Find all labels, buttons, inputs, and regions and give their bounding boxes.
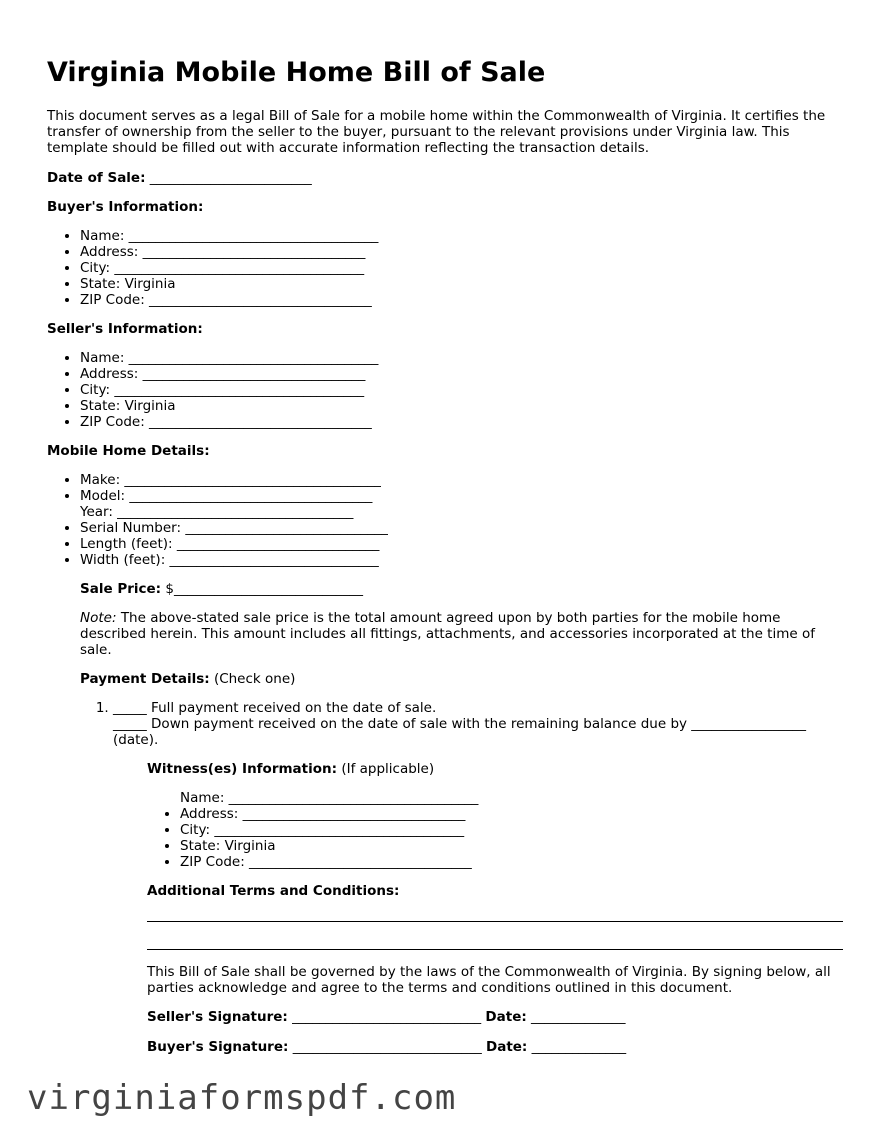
document: [47, 56, 847, 1055]
closing-paragraph: This Bill of Sale shall be governed by the laws of the Commonwealth of Virginia. By signing below, all parties acknowledge and agree to the terms and conditions outlined in this document.: [147, 964, 831, 996]
terms-heading: Additional Terms and Conditions:: [147, 883, 400, 899]
buyer-signature-line: [147, 1039, 847, 1055]
seller-zip: • ZIP Code: _________________________________: [80, 414, 847, 430]
witness-city: • City: _____________________________________: [180, 822, 847, 838]
payment-label: Payment Details:: [80, 671, 210, 687]
date-of-sale: [47, 170, 847, 186]
buyer-address: • Address: _________________________________: [80, 244, 847, 260]
document-title: Virginia Mobile Home Bill of Sale: [47, 57, 546, 88]
seller-date-label: Date:: [485, 1009, 527, 1025]
witness-zip: • ZIP Code: _________________________________: [180, 854, 847, 870]
mobile-home-model: [80, 488, 847, 520]
seller-signature-label: Seller's Signature:: [147, 1009, 288, 1025]
mobile-home-year: Year: ___________________________________: [80, 504, 354, 520]
terms-line-1: [147, 920, 843, 922]
mobile-home-heading: Mobile Home Details:: [47, 443, 210, 459]
buyer-signature-blank: ____________________________: [292, 1039, 482, 1055]
witness-address: • Address: _________________________________: [180, 806, 847, 822]
witness-list: [147, 790, 847, 870]
payment-option-item: [113, 700, 847, 748]
seller-date-blank: ______________: [531, 1009, 626, 1025]
witness-heading: [147, 761, 847, 777]
note-text: The above-stated sale price is the total amount agreed upon by both parties for the mobile home described herein. This amount includes all fittings, attachments, and accessories incorporated at the time of sale.: [80, 610, 815, 658]
note-paragraph: [80, 610, 847, 658]
buyer-name: • Name: _____________________________________: [80, 228, 847, 244]
mobile-home-serial: • Serial Number: ______________________________: [80, 520, 847, 536]
buyer-heading: Buyer's Information:: [47, 199, 204, 215]
seller-signature-line: [147, 1009, 847, 1025]
intro-paragraph: This document serves as a legal Bill of Sale for a mobile home within the Commonwealth of Virginia. It certifies the transfer of ownership from the seller to the buyer, pursuant to the relevant provisions under Virginia law. This template should be filled out with accurate information reflecting the transaction details.: [47, 108, 826, 156]
sale-section: [80, 581, 847, 687]
mobile-home-width: • Width (feet): _______________________________: [80, 552, 847, 568]
seller-heading: Seller's Information:: [47, 321, 203, 337]
seller-name: • Name: _____________________________________: [80, 350, 847, 366]
seller-signature-blank: ____________________________: [292, 1009, 482, 1025]
witness-hint: (If applicable): [341, 761, 435, 777]
mobile-home-make: • Make: ______________________________________: [80, 472, 847, 488]
witness-section: [147, 761, 847, 1055]
payment-option-full: _____ Full payment received on the date of sale.: [113, 700, 437, 716]
sale-price: [80, 581, 847, 597]
payment-hint: (Check one): [213, 671, 296, 687]
buyer-date-label: Date:: [486, 1039, 528, 1055]
mobile-home-model-text: Model: ____________________________________: [80, 488, 373, 504]
seller-address: • Address: _________________________________: [80, 366, 847, 382]
sale-price-value: $____________________________: [165, 581, 363, 597]
mobile-home-list: [47, 472, 847, 568]
witness-state: • State: Virginia: [180, 838, 847, 854]
buyer-state: • State: Virginia: [80, 276, 847, 292]
sale-price-label: Sale Price:: [80, 581, 162, 597]
date-of-sale-blank: ________________________: [149, 170, 312, 186]
date-of-sale-label: Date of Sale:: [47, 170, 146, 186]
payment-details: [80, 671, 847, 687]
seller-list: [47, 350, 847, 430]
payment-options: [47, 700, 847, 748]
terms-line-2: [147, 948, 843, 950]
seller-city: • City: _____________________________________: [80, 382, 847, 398]
note-label: Note:: [80, 610, 117, 626]
buyer-zip: • ZIP Code: _________________________________: [80, 292, 847, 308]
witness-label: Witness(es) Information:: [147, 761, 338, 777]
buyer-date-blank: ______________: [531, 1039, 627, 1055]
witness-name: Name: _____________________________________: [180, 790, 479, 806]
seller-state: • State: Virginia: [80, 398, 847, 414]
mobile-home-length: • Length (feet): ______________________________: [80, 536, 847, 552]
payment-option-down: _____ Down payment received on the date of sale with the remaining balance due by _________________ (date).: [113, 716, 807, 748]
buyer-signature-label: Buyer's Signature:: [147, 1039, 289, 1055]
buyer-city: • City: _____________________________________: [80, 260, 847, 276]
watermark-text: virginiaformspdf.com: [27, 1078, 457, 1118]
buyer-list: [47, 228, 847, 308]
